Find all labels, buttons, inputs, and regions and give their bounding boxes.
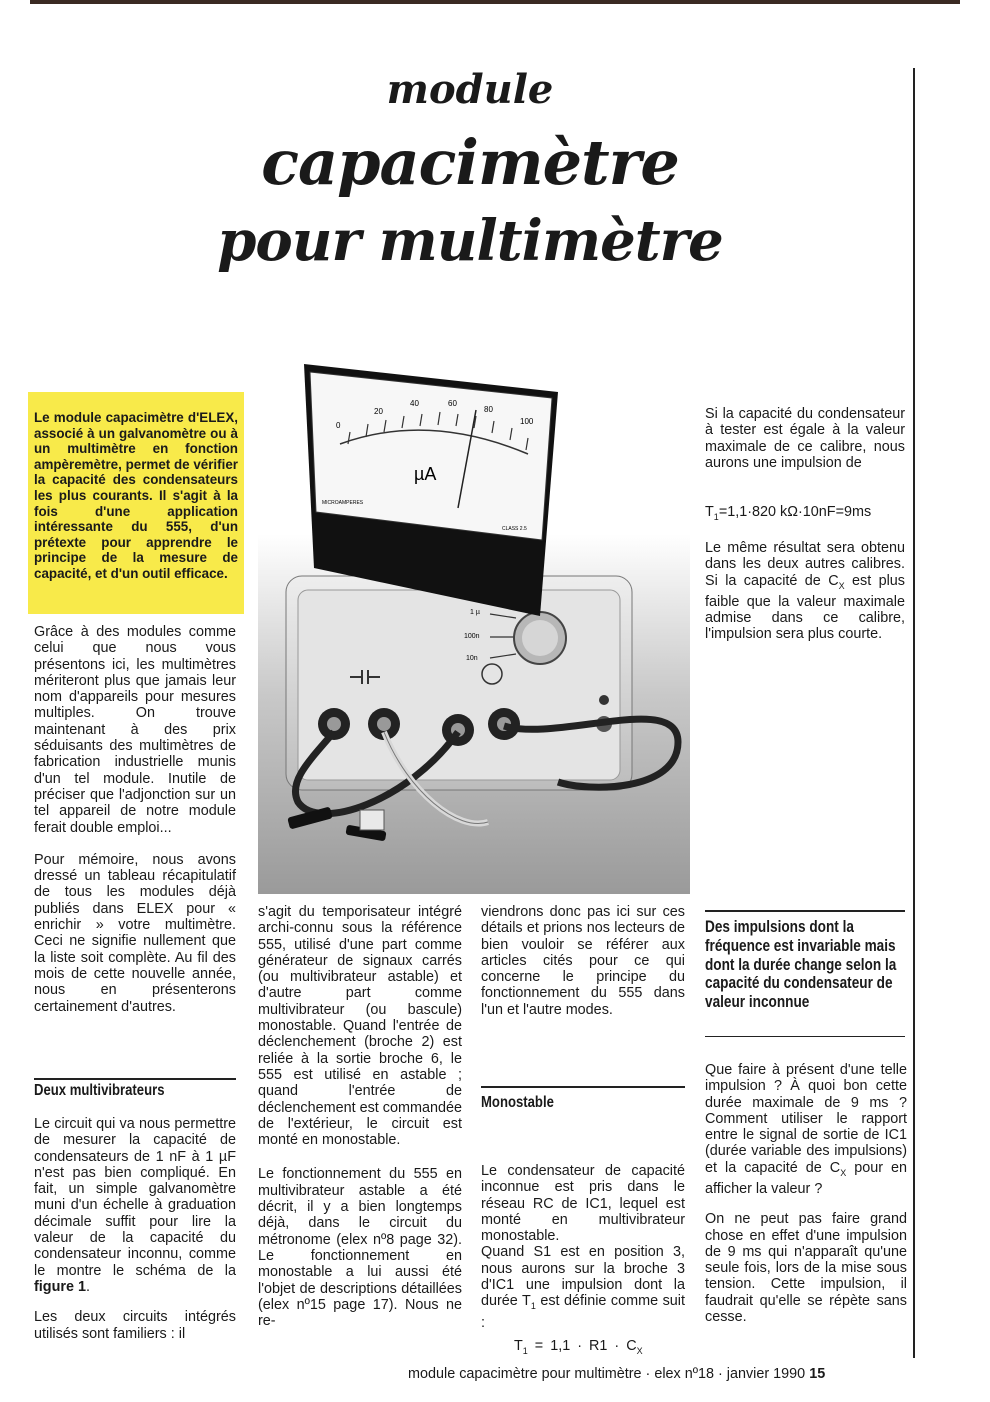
formula-cx-sub: X bbox=[636, 1345, 643, 1356]
col3-paragraph-3 bbox=[481, 1244, 685, 1330]
col4-p2-sub: X bbox=[838, 580, 845, 591]
col4-heading-underline bbox=[705, 1036, 905, 1037]
meter-scale-80: 80 bbox=[484, 405, 493, 414]
col4-paragraph-1: Si la capacité du condensateur à tester est égale à la valeur maximale de ce calibre, nous aurons une impulsion de bbox=[705, 406, 905, 471]
col4-p3-end: pour en afficher la valeur ? bbox=[705, 1159, 907, 1197]
col1-p3-text: Le circuit qui va nous permettre de mesurer la capacité de condensateurs de 1 nF à 1 µF n'est pas bien compliqué. En fait, un simple galvanomètre muni d'un échelle à graduation décimale suffit pour lire la valeur de la capacité du condensateur inconnu, comme le montre le schéma de la bbox=[34, 1116, 236, 1279]
col1-paragraph-3 bbox=[34, 1116, 236, 1295]
formula-t: T bbox=[514, 1338, 523, 1354]
col4-paragraph-4: On ne peut pas faire grand chose en effet d'une impulsion de 9 ms qui n'apparaît qu'une seule fois, lors de la mise sous tension. Cette impulsion, il faudrait qu'elle se répète sans cesse. bbox=[705, 1211, 907, 1326]
col4-p2-end: est plus faible que la valeur maximale admise dans ce calibre, l'impulsion sera plus courte. bbox=[705, 572, 905, 643]
column-1 bbox=[34, 624, 236, 1029]
col4-heading-rule bbox=[705, 910, 905, 912]
top-rule bbox=[30, 0, 960, 4]
title-line-1: module bbox=[386, 66, 554, 113]
heading-deux-multivibrateurs: Deux multivibrateurs bbox=[34, 1082, 165, 1099]
page-footer bbox=[408, 1366, 825, 1382]
meter-scale-100: 100 bbox=[520, 417, 534, 426]
formula-t1-value bbox=[705, 504, 871, 522]
footer-text: module capacimètre pour multimètre · elex nº18 · janvier 1990 bbox=[408, 1366, 806, 1382]
col1-heading-rule bbox=[34, 1078, 236, 1080]
formula-rest: =1,1·820 kΩ·10nF=9ms bbox=[718, 504, 872, 520]
range-label-100n: 100n bbox=[464, 633, 480, 640]
col4-p3-text: Que faire à présent d'une telle impulsion ? À quoi bon cette durée maximale de 9 ms ? Comment utiliser le rapport entre le signal de sortie de IC1 (durée variable des impulsions) et la capacité de C bbox=[705, 1062, 907, 1176]
col4-paragraph-3 bbox=[705, 1062, 907, 1197]
meter-scale-60: 60 bbox=[448, 399, 457, 408]
capacimeter-photo bbox=[258, 362, 690, 894]
column-3 bbox=[481, 904, 685, 1032]
column-1b bbox=[34, 1116, 236, 1356]
col4-paragraph-2 bbox=[705, 540, 905, 643]
meter-unit: µA bbox=[414, 464, 437, 484]
page-number: 15 bbox=[809, 1366, 826, 1382]
col1-p3-end: . bbox=[85, 1278, 90, 1295]
range-label-10n: 10n bbox=[466, 655, 478, 662]
col4-p3-sub: X bbox=[840, 1167, 847, 1178]
formula-t: T bbox=[705, 504, 714, 520]
column-4 bbox=[705, 406, 905, 485]
column-4c bbox=[705, 1062, 907, 1339]
figure-1-ref: figure 1 bbox=[34, 1278, 86, 1295]
col3-heading-rule bbox=[481, 1086, 685, 1088]
formula-t-sub: 1 bbox=[713, 511, 719, 522]
heading-des-impulsions: Des impulsions dont la fréquence est invariable mais dont la durée change selon la capacité du condensateur de valeur inconnue bbox=[705, 917, 897, 1012]
col1-paragraph-4: Les deux circuits intégrés utilisés sont familiers : il bbox=[34, 1309, 236, 1342]
meter-scale-20: 20 bbox=[374, 407, 383, 416]
meter-scale-0: 0 bbox=[336, 421, 341, 430]
formula-rest: = 1,1 · R1 · C bbox=[527, 1338, 637, 1354]
heading-monostable: Monostable bbox=[481, 1094, 554, 1111]
title-line-2: capacimètre bbox=[261, 126, 679, 199]
formula-t1-cx bbox=[514, 1338, 643, 1356]
col4-p2-text: Le même résultat sera obtenu dans les deux autres calibres. Si la capacité de C bbox=[705, 540, 905, 589]
col1-paragraph-2: Pour mémoire, nous avons dressé un tableau récapitulatif de tous les modules déjà publiés dans ELEX pour « enrichir » votre multimètre. Ceci ne signifie nullement que la liste soit complète. Au fil des mois de cette nouvelle année, nous en présenterons certainement d'autres. bbox=[34, 851, 236, 1015]
column-3b bbox=[481, 1163, 685, 1345]
title-line-3: pour multimètre bbox=[217, 208, 723, 274]
column-2 bbox=[258, 904, 462, 1343]
col3-paragraph-1: viendrons donc pas ici sur ces détails et prions nos lecteurs de bien vouloir se référer aux articles cités pour ce qui concerne le principe du fonctionnement du 555 dans l'un et l'autre modes. bbox=[481, 904, 685, 1018]
col2-paragraph-1: s'agit du temporisateur intégré archi-connu sous la référence 555, utilisé d'une part comme générateur de signaux carrés (ou multivibrateur astable) et d'autre part comme multivibrateur (ou bascule) monostable. Quand l'entrée de déclenchement (broche 2) est reliée à la sortie broche 6, le 555 est utilisé en astable ; quand l'entrée de déclenchement est commandée de l'extérieur, le circuit est monté en monostable. bbox=[258, 904, 462, 1149]
col3-p3-sub: 1 bbox=[530, 1301, 536, 1312]
meter-maker: MICROAMPERES bbox=[322, 500, 364, 506]
meter-scale-40: 40 bbox=[410, 399, 419, 408]
formula-t-sub: 1 bbox=[522, 1345, 528, 1356]
col1-paragraph-1: Grâce à des modules comme celui que nous vous présentons ici, les multimètres mériteront plus que jamais leur nom d'appareils pour mesures multiples. On trouve maintenant à des prix séduisants des multimètres de fabrication industrielle munis d'un tel module. Inutile de préciser que l'adjonction sur un tel appareil de notre module ferait double emploi... bbox=[34, 624, 236, 836]
col3-p3-end: est définie comme suit : bbox=[481, 1293, 685, 1331]
col2-paragraph-2: Le fonctionnement du 555 en multivibrateur astable a été décrit, il y a bien longtemps déjà, dans le circuit du métronome (elex nº8 page 32). Le fonctionnement en monostable a lui aussi été l'objet de descriptions détaillées (elex nº15 page 17). Nous ne re- bbox=[258, 1166, 462, 1330]
meter-class: CLASS 2.5 bbox=[502, 526, 527, 532]
col3-paragraph-2: Le condensateur de capacité inconnue est pris dans le réseau RC de IC1, lequel est monté en multivibrateur monostable. bbox=[481, 1163, 685, 1245]
range-label-1u: 1 µ bbox=[470, 609, 480, 616]
col3-p3-text: Quand S1 est en position 3, nous aurons sur la broche 3 d'IC1 une impulsion dont la durée T bbox=[481, 1244, 685, 1310]
column-4b bbox=[705, 540, 905, 657]
intro-box: Le module capacimètre d'ELEX, associé à un galvanomètre ou à un multimètre en fonction ampèremètre, permet de vérifier la capacité des condensateurs les plus courants. Il s'agit à la fois d'une application intéressante du 555, d'un prétexte pour apprendre le principe de la mesure de capacité, et d'un outil efficace. bbox=[28, 392, 244, 614]
